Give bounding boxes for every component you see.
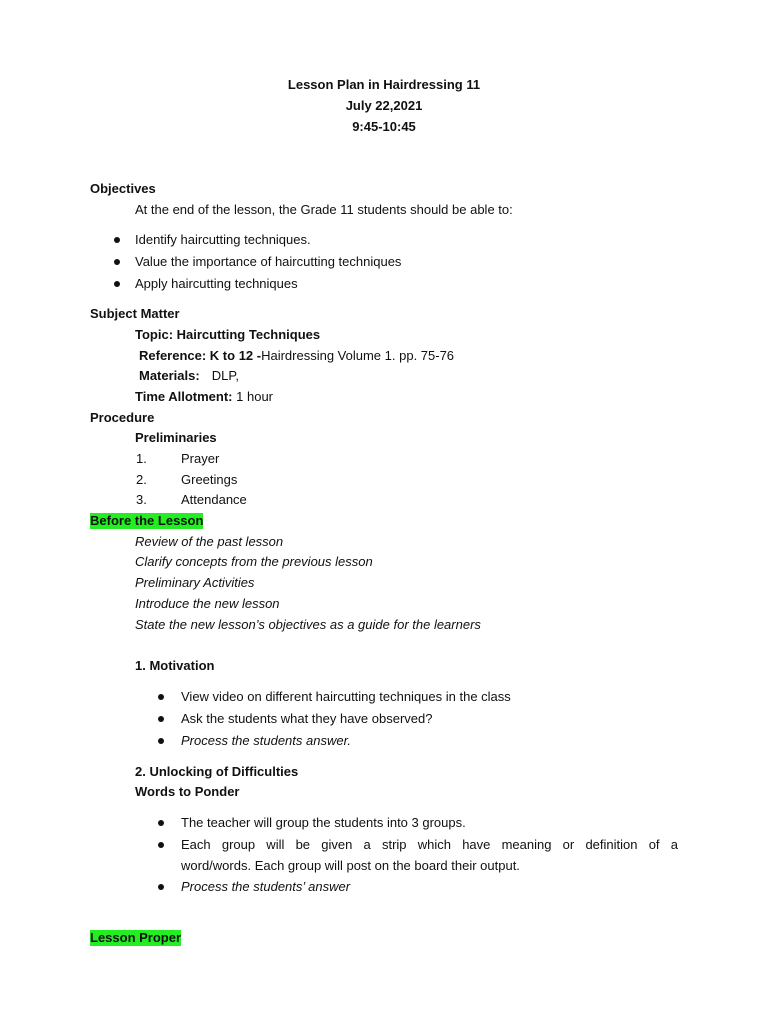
before-lesson-item: Review of the past lesson (135, 534, 284, 549)
bullet-icon (158, 694, 164, 700)
materials-line (139, 368, 239, 384)
motivation-item: Process the students answer. (181, 733, 352, 748)
bullet-icon (158, 716, 164, 722)
bullet-icon (158, 842, 164, 848)
step-number: 1. (136, 451, 147, 466)
bullet-icon (114, 237, 120, 243)
procedure-heading: Procedure (90, 410, 155, 425)
document-title: Lesson Plan in Hairdressing 11 (287, 77, 481, 92)
objective-item: Value the importance of haircutting techniques (135, 254, 402, 269)
preliminaries-heading: Preliminaries (135, 430, 217, 445)
motivation-item: Ask the students what they have observed? (181, 711, 433, 726)
step-number: 3. (136, 492, 147, 507)
step-text: Greetings (181, 472, 238, 487)
unlocking-item-line: word/words. Each group will post on the board their output. (181, 858, 520, 873)
materials-label: Materials: (139, 368, 200, 383)
materials-value: DLP, (211, 368, 239, 383)
objectives-heading: Objectives (90, 181, 156, 196)
unlocking-item: Process the students’ answer (181, 879, 351, 894)
before-lesson-item: Preliminary Activities (135, 575, 255, 590)
reference-label: Reference: K to 12 - (139, 348, 262, 363)
lesson-proper-heading: Lesson Proper (90, 930, 182, 945)
time-allotment-value: 1 hour (236, 389, 274, 404)
topic-line: Topic: Haircutting Techniques (135, 327, 321, 342)
step-text: Prayer (181, 451, 220, 466)
objectives-intro: At the end of the lesson, the Grade 11 students should be able to: (135, 202, 513, 217)
step-text: Attendance (181, 492, 247, 507)
unlocking-heading: 2. Unlocking of Difficulties (135, 764, 299, 779)
subject-matter-heading: Subject Matter (90, 306, 180, 321)
unlocking-item-line: Each group will be given a strip which have meaning or definition of a (181, 837, 678, 852)
before-lesson-heading: Before the Lesson (90, 513, 204, 528)
words-to-ponder-heading: Words to Ponder (135, 784, 240, 799)
bullet-icon (158, 738, 164, 744)
reference-value: Hairdressing Volume 1. pp. 75-76 (261, 348, 455, 363)
motivation-heading: 1. Motivation (135, 658, 215, 673)
step-number: 2. (136, 472, 147, 487)
document-time: 9:45-10:45 (352, 119, 416, 134)
time-allotment-label: Time Allotment: (135, 389, 233, 404)
bullet-icon (158, 820, 164, 826)
objective-item: Apply haircutting techniques (135, 276, 298, 291)
reference-line (139, 348, 454, 364)
before-lesson-item: Clarify concepts from the previous lesson (135, 554, 373, 569)
before-lesson-item: Introduce the new lesson (135, 596, 280, 611)
motivation-item: View video on different haircutting techniques in the class (181, 689, 511, 704)
bullet-icon (114, 281, 120, 287)
bullet-icon (158, 884, 164, 890)
unlocking-item: The teacher will group the students into 3 groups. (181, 815, 466, 830)
bullet-icon (114, 259, 120, 265)
objective-item: Identify haircutting techniques. (135, 232, 311, 247)
document-date: July 22,2021 (345, 98, 423, 113)
before-lesson-item: State the new lesson’s objectives as a guide for the learners (135, 617, 481, 632)
time-allotment-line (135, 389, 273, 405)
